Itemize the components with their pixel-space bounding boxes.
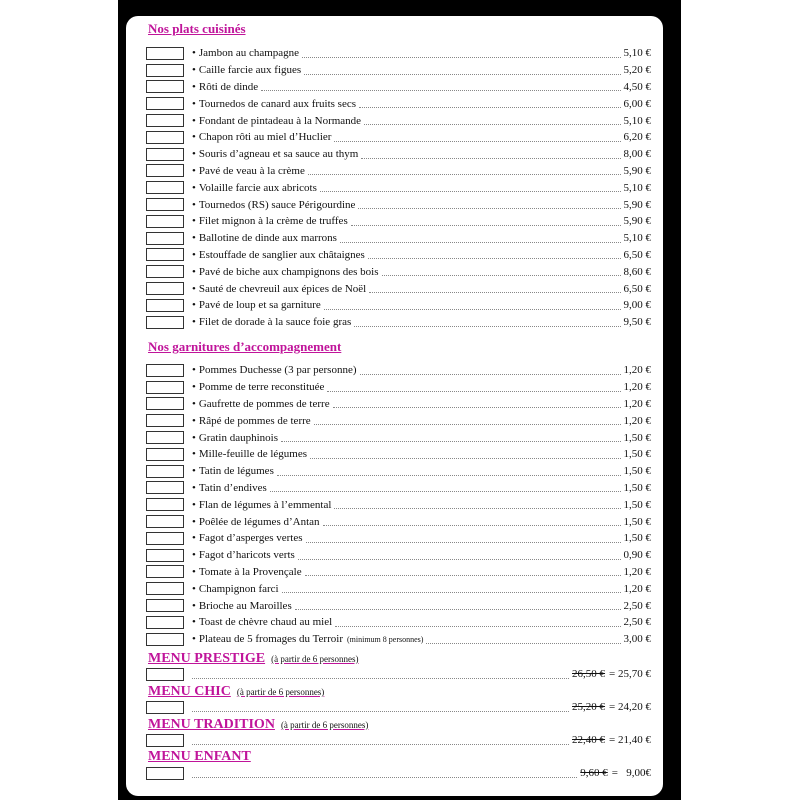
bullet-icon: •	[192, 364, 196, 377]
new-price: = 9,00€	[611, 767, 651, 779]
bullet-icon: •	[192, 582, 196, 595]
menu-price-row	[146, 732, 651, 748]
bullet-icon: •	[192, 397, 196, 410]
section-title-garnitures: Nos garnitures d’accompagnement	[148, 339, 342, 354]
bullet-icon: •	[192, 498, 196, 511]
leader-dots	[298, 551, 621, 560]
bullet-icon: •	[192, 265, 196, 278]
bullet-icon: •	[192, 164, 196, 177]
item-name: Mille-feuille de légumes	[198, 448, 307, 461]
bullet-icon: •	[192, 80, 196, 93]
leader-dots	[327, 383, 620, 392]
leader-dots	[351, 217, 621, 226]
menu-item-row	[146, 412, 651, 429]
item-name: Jambon au champagne	[198, 47, 300, 60]
leader-dots	[305, 567, 621, 576]
menu-item-row	[146, 362, 651, 379]
menu-item-row	[146, 280, 651, 297]
bullet-icon: •	[192, 148, 196, 161]
item-price: 5,20 €	[623, 64, 651, 77]
menu-item-row	[146, 631, 651, 648]
bullet-icon: •	[192, 181, 196, 194]
item-name: Gratin dauphinois	[198, 431, 278, 444]
menu-item-row	[146, 95, 651, 112]
menu-item-row	[146, 247, 651, 264]
menu-item-row	[146, 614, 651, 631]
item-price: 2,50 €	[623, 616, 651, 629]
quantity-input[interactable]	[146, 582, 184, 595]
item-price: 2,50 €	[623, 599, 651, 612]
leader-dots	[192, 769, 577, 778]
quantity-input[interactable]	[146, 668, 184, 681]
item-name: Chapon rôti au miel d’Huclier	[198, 131, 332, 144]
leader-dots	[368, 250, 621, 259]
item-name: Pommes Duchesse (3 par personne)	[198, 364, 357, 377]
menu-item-row	[146, 79, 651, 96]
menu-name: MENU TRADITION	[148, 717, 275, 732]
menu-item-row	[146, 564, 651, 581]
item-name: Filet de dorade à la sauce foie gras	[198, 316, 352, 329]
item-note: (minimum 8 personnes)	[346, 634, 424, 644]
quantity-input[interactable]	[146, 498, 184, 511]
new-price: = 24,20 €	[609, 701, 651, 713]
bullet-icon: •	[192, 515, 196, 528]
menu-item-row	[146, 597, 651, 614]
quantity-input[interactable]	[146, 701, 184, 714]
bullet-icon: •	[192, 282, 196, 295]
quantity-input[interactable]	[146, 481, 184, 494]
new-price: = 21,40 €	[609, 734, 651, 746]
bullet-icon: •	[192, 198, 196, 211]
menu-name: MENU CHIC	[148, 684, 231, 699]
item-name: Souris d’agneau et sa sauce au thym	[198, 148, 359, 161]
quantity-input[interactable]	[146, 616, 184, 629]
menu-item-row	[146, 230, 651, 247]
item-name: Tomate à la Provençale	[198, 565, 302, 578]
bullet-icon: •	[192, 549, 196, 562]
menu-sheet	[126, 16, 663, 796]
quantity-input[interactable]	[146, 299, 184, 312]
item-name: Ballotine de dinde aux marrons	[198, 232, 337, 245]
menu-note: (à partir de 6 personnes)	[271, 654, 359, 664]
menu-item-row	[146, 129, 651, 146]
leader-dots	[359, 99, 620, 108]
item-price: 1,20 €	[623, 414, 651, 427]
item-price: 1,20 €	[623, 381, 651, 394]
bullet-icon: •	[192, 633, 196, 646]
leader-dots	[340, 234, 621, 243]
menu-item-row	[146, 213, 651, 230]
menu-price-row	[146, 699, 651, 715]
quantity-input[interactable]	[146, 131, 184, 144]
bullet-icon: •	[192, 565, 196, 578]
item-price: 5,10 €	[623, 114, 651, 127]
bullet-icon: •	[192, 248, 196, 261]
menu-title	[148, 651, 359, 667]
menu-item-row	[146, 446, 651, 463]
item-name: Tatin de légumes	[198, 465, 274, 478]
leader-dots	[364, 116, 620, 125]
quantity-input[interactable]	[146, 532, 184, 545]
leader-dots	[304, 66, 620, 75]
item-price: 5,10 €	[623, 232, 651, 245]
menu-item-row	[146, 196, 651, 213]
item-price: 1,50 €	[623, 515, 651, 528]
item-price: 6,50 €	[623, 282, 651, 295]
item-price: 8,00 €	[623, 148, 651, 161]
quantity-input[interactable]	[146, 148, 184, 161]
item-name: Fondant de pintadeau à la Normande	[198, 114, 362, 127]
item-name: Fagot d’asperges vertes	[198, 532, 303, 545]
leader-dots	[270, 483, 621, 492]
quantity-input[interactable]	[146, 397, 184, 410]
quantity-input[interactable]	[146, 181, 184, 194]
item-price: 5,90 €	[623, 215, 651, 228]
menu-title	[148, 684, 324, 700]
item-name: Brioche au Maroilles	[198, 599, 292, 612]
menu-title	[148, 717, 368, 733]
menu-item-row	[146, 45, 651, 62]
bullet-icon: •	[192, 532, 196, 545]
leader-dots	[192, 670, 569, 679]
bullet-icon: •	[192, 47, 196, 60]
menu-item-row	[146, 62, 651, 79]
item-price: 1,50 €	[623, 465, 651, 478]
quantity-input[interactable]	[146, 448, 184, 461]
old-price: 9,60 €	[580, 767, 608, 779]
item-price: 9,50 €	[623, 316, 651, 329]
menu-note: (à partir de 6 personnes)	[236, 687, 325, 697]
quantity-input[interactable]	[146, 316, 184, 329]
leader-dots	[192, 736, 569, 745]
bullet-icon: •	[192, 131, 196, 144]
menu-item-row	[146, 513, 651, 530]
leader-dots	[320, 183, 621, 192]
item-name: Volaille farcie aux abricots	[198, 181, 317, 194]
menu-item-row	[146, 179, 651, 196]
menu-title	[148, 749, 251, 765]
quantity-input[interactable]	[146, 47, 184, 60]
item-price: 1,50 €	[623, 448, 651, 461]
bullet-icon: •	[192, 64, 196, 77]
leader-dots	[334, 500, 620, 509]
item-price: 6,20 €	[623, 131, 651, 144]
menu-item-row	[146, 530, 651, 547]
item-price: 5,90 €	[623, 198, 651, 211]
leader-dots	[361, 150, 620, 159]
item-price: 1,20 €	[623, 397, 651, 410]
leader-dots	[306, 534, 621, 543]
item-name: Pavé de veau à la crème	[198, 164, 305, 177]
quantity-input[interactable]	[146, 549, 184, 562]
item-name: Râpé de pommes de terre	[198, 414, 311, 427]
leader-dots	[358, 200, 620, 209]
quantity-input[interactable]	[146, 364, 184, 377]
quantity-input[interactable]	[146, 767, 184, 780]
item-price: 8,60 €	[623, 265, 651, 278]
leader-dots	[282, 584, 621, 593]
bullet-icon: •	[192, 481, 196, 494]
quantity-input[interactable]	[146, 97, 184, 110]
item-name: Sauté de chevreuil aux épices de Noël	[198, 282, 367, 295]
bullet-icon: •	[192, 316, 196, 329]
quantity-input[interactable]	[146, 381, 184, 394]
item-price: 5,10 €	[623, 181, 651, 194]
item-name: Caille farcie aux figues	[198, 64, 302, 77]
menu-item-row	[146, 463, 651, 480]
item-name: Pavé de biche aux champignons des bois	[198, 265, 379, 278]
bullet-icon: •	[192, 97, 196, 110]
item-name: Flan de légumes à l’emmental	[198, 498, 332, 511]
bullet-icon: •	[192, 616, 196, 629]
bullet-icon: •	[192, 465, 196, 478]
bullet-icon: •	[192, 431, 196, 444]
item-price: 0,90 €	[623, 549, 651, 562]
item-name: Pomme de terre reconstituée	[198, 381, 325, 394]
menu-item-row	[146, 163, 651, 180]
item-name: Toast de chèvre chaud au miel	[198, 616, 333, 629]
item-name: Tournedos de canard aux fruits secs	[198, 97, 357, 110]
section-title-plats: Nos plats cuisinés	[148, 21, 246, 36]
item-name: Pavé de loup et sa garniture	[198, 299, 321, 312]
item-name: Champignon farci	[198, 582, 279, 595]
menu-item-row	[146, 314, 651, 331]
leader-dots	[369, 284, 620, 293]
quantity-input[interactable]	[146, 80, 184, 93]
item-name: Filet mignon à la crème de truffes	[198, 215, 348, 228]
bullet-icon: •	[192, 599, 196, 612]
quantity-input[interactable]	[146, 431, 184, 444]
leader-dots	[335, 618, 620, 627]
old-price: 26,50 €	[572, 668, 606, 680]
item-price: 1,50 €	[623, 481, 651, 494]
leader-dots	[308, 166, 621, 175]
leader-dots	[334, 133, 620, 142]
leader-dots	[192, 703, 569, 712]
leader-dots	[310, 450, 621, 459]
menu-item-row	[146, 480, 651, 497]
item-price: 9,00 €	[623, 299, 651, 312]
quantity-input[interactable]	[146, 215, 184, 228]
quantity-input[interactable]	[146, 248, 184, 261]
quantity-input[interactable]	[146, 465, 184, 478]
bullet-icon: •	[192, 232, 196, 245]
quantity-input[interactable]	[146, 633, 184, 646]
leader-dots	[261, 82, 620, 91]
menu-note: (à partir de 6 personnes)	[280, 720, 369, 730]
leader-dots	[333, 399, 621, 408]
item-name: Gaufrette de pommes de terre	[198, 397, 330, 410]
menu-item-row	[146, 496, 651, 513]
menu-name: MENU PRESTIGE	[148, 651, 266, 666]
leader-dots	[426, 635, 620, 644]
quantity-input[interactable]	[146, 114, 184, 127]
bullet-icon: •	[192, 381, 196, 394]
menu-item-row	[146, 379, 651, 396]
bullet-icon: •	[192, 414, 196, 427]
item-name: Tatin d’endives	[198, 481, 267, 494]
menu-item-row	[146, 547, 651, 564]
old-price: 25,20 €	[572, 701, 606, 713]
item-price: 3,00 €	[623, 633, 651, 646]
menu-item-row	[146, 263, 651, 280]
menu-name: MENU ENFANT	[148, 749, 251, 764]
menu-item-row	[146, 429, 651, 446]
leader-dots	[323, 517, 621, 526]
item-price: 5,90 €	[623, 164, 651, 177]
quantity-input[interactable]	[146, 565, 184, 578]
menu-item-row	[146, 396, 651, 413]
leader-dots	[281, 433, 621, 442]
item-price: 1,20 €	[623, 364, 651, 377]
leader-dots	[295, 601, 621, 610]
leader-dots	[382, 267, 621, 276]
menu-item-row	[146, 297, 651, 314]
leader-dots	[324, 301, 621, 310]
quantity-input[interactable]	[146, 599, 184, 612]
item-price: 4,50 €	[623, 80, 651, 93]
item-name: Plateau de 5 fromages du Terroir	[198, 633, 343, 646]
item-price: 6,00 €	[623, 97, 651, 110]
new-price: = 25,70 €	[609, 668, 651, 680]
menu-item-row	[146, 112, 651, 129]
leader-dots	[302, 49, 620, 58]
item-name: Tournedos (RS) sauce Périgourdine	[198, 198, 356, 211]
bullet-icon: •	[192, 114, 196, 127]
leader-dots	[360, 366, 621, 375]
quantity-input[interactable]	[146, 515, 184, 528]
item-price: 1,20 €	[623, 582, 651, 595]
quantity-input[interactable]	[146, 282, 184, 295]
item-price: 5,10 €	[623, 47, 651, 60]
leader-dots	[354, 318, 620, 327]
quantity-input[interactable]	[146, 414, 184, 427]
quantity-input[interactable]	[146, 64, 184, 77]
item-price: 1,50 €	[623, 532, 651, 545]
leader-dots	[314, 416, 621, 425]
menu-price-row	[146, 765, 651, 781]
quantity-input[interactable]	[146, 265, 184, 278]
item-name: Estouffade de sanglier aux châtaignes	[198, 248, 365, 261]
menu-item-row	[146, 146, 651, 163]
quantity-input[interactable]	[146, 198, 184, 211]
item-name: Rôti de dinde	[198, 80, 259, 93]
quantity-input[interactable]	[146, 232, 184, 245]
bullet-icon: •	[192, 215, 196, 228]
menu-item-row	[146, 580, 651, 597]
bullet-icon: •	[192, 299, 196, 312]
item-price: 1,20 €	[623, 565, 651, 578]
item-name: Poêlée de légumes d’Antan	[198, 515, 320, 528]
quantity-input[interactable]	[146, 164, 184, 177]
item-name: Fagot d’haricots verts	[198, 549, 295, 562]
leader-dots	[277, 467, 621, 476]
item-price: 1,50 €	[623, 498, 651, 511]
item-price: 1,50 €	[623, 431, 651, 444]
quantity-input[interactable]	[146, 734, 184, 747]
bullet-icon: •	[192, 448, 196, 461]
item-price: 6,50 €	[623, 248, 651, 261]
old-price: 22,40 €	[572, 734, 606, 746]
menu-price-row	[146, 666, 651, 682]
